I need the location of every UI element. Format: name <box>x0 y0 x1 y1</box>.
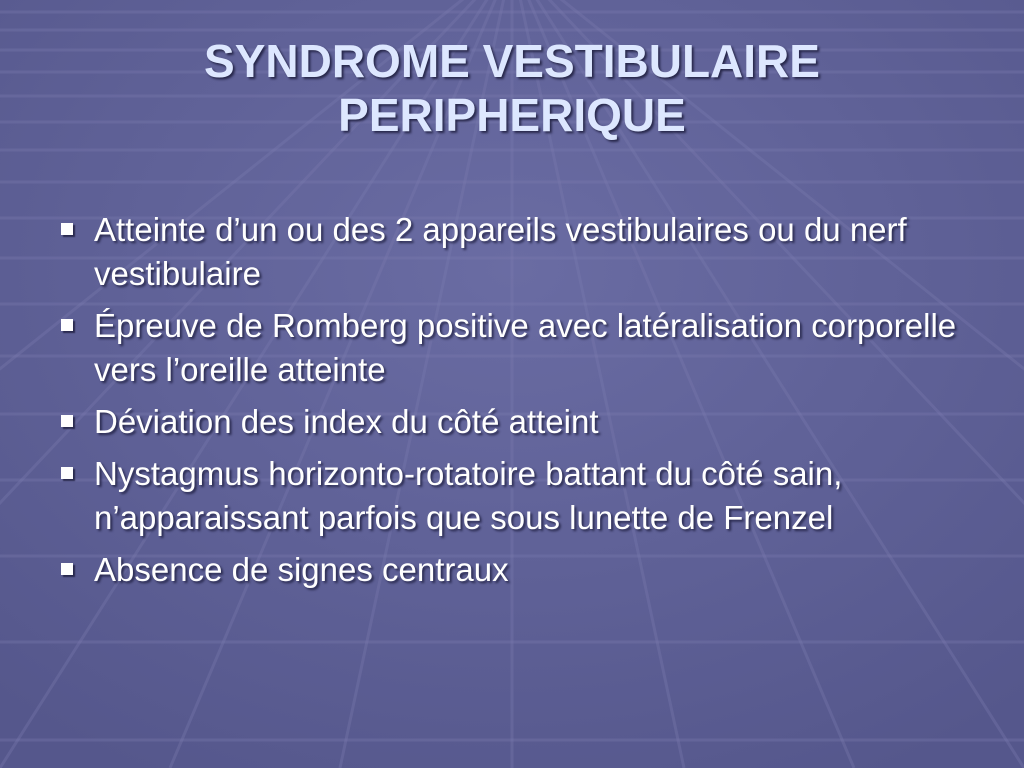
bullet-item <box>56 208 976 296</box>
square-bullet-icon <box>61 415 73 427</box>
bullet-item <box>56 400 976 444</box>
bullet-item <box>56 452 976 540</box>
bullet-list <box>56 208 976 600</box>
slide-title-line-2: PERIPHERIQUE <box>338 89 686 141</box>
bullet-item <box>56 548 976 592</box>
square-bullet-icon <box>61 467 73 479</box>
bullet-text: Absence de signes centraux <box>94 551 509 588</box>
bullet-item <box>56 304 976 392</box>
bullet-text: Atteinte d’un ou des 2 appareils vestibulaires ou du nerf vestibulaire <box>94 211 907 292</box>
bullet-text: Nystagmus horizonto-rotatoire battant du côté sain, n’apparaissant parfois que sous lunette de Frenzel <box>94 455 843 536</box>
slide-title <box>0 34 1024 142</box>
bullet-text: Déviation des index du côté atteint <box>94 403 599 440</box>
bullet-text: Épreuve de Romberg positive avec latéralisation corporelle vers l’oreille atteinte <box>94 307 957 388</box>
square-bullet-icon <box>61 319 73 331</box>
square-bullet-icon <box>61 223 73 235</box>
slide-title-line-1: SYNDROME VESTIBULAIRE <box>204 35 820 87</box>
square-bullet-icon <box>61 563 73 575</box>
